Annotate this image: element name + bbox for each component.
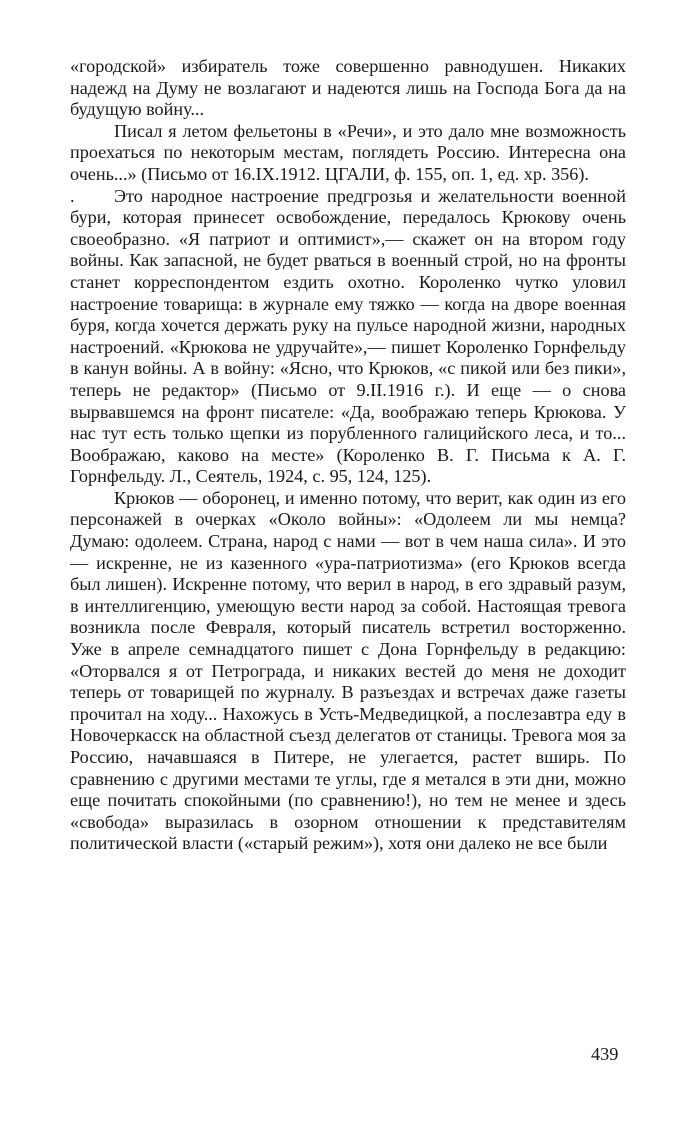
page-body xyxy=(70,56,626,855)
paragraph-1: «городской» избиратель тоже совершенно равнодушен. Никаких надежд на Думу не возлагают и надеются лишь на Господа Бога да на будущую войну... xyxy=(70,56,626,120)
paragraph-3-wrapper xyxy=(70,186,626,488)
paragraph-lead-marker: . xyxy=(70,185,75,206)
page-number: 439 xyxy=(591,1044,619,1064)
paragraph-2: Писал я летом фельетоны в «Речи», и это дало мне возможность проехаться по некоторым местам, поглядеть Россию. Интересна она очень...» (Письмо от 16.IX.1912. ЦГАЛИ, ф. 155, оп. 1, ед. хр. 356). xyxy=(70,120,626,184)
paragraph-4: Крюков — оборонец, и именно потому, что верит, как один из его персонажей в очерках «Около войны»: «Одолеем ли мы немца? Думаю: одолеем. Страна, народ с нами — вот в чем наша сила». И это — искренне, не из казенного «ура-патриотизма» (его Крюков всегда был лишен). Искренне потому, что верил в народ, в его здравый разум, в интеллигенцию, умеющую вести народ за собой. Настоящая тревога возникла после Февраля, который писатель встретил восторженно. Уже в апреле семнадцатого пишет с Дона Горнфельду в редакцию: «Оторвался я от Петрограда, и никаких вестей до меня не доходит теперь от товарищей по журналу. В разъездах и встречах даже газеты прочитал на ходу... Нахожусь в Усть-Медведицкой, а послезавтра еду в Новочеркасск на областной съезд делегатов от станицы. Тревога моя за Россию, начавшаяся в Питере, не улегается, растет вширь. По сравнению с другими местами те углы, где я метался в эти дни, можно еще почитать спокойными (по сравнению!), но тем не менее и здесь «свобода» выразилась в озорном отношении к представителям политической власти («старый режим»), хотя они далеко не все были xyxy=(70,487,626,854)
paragraph-3: Это народное настроение предгрозья и желательности военной бури, которая принесет освобождение, передалось Крюкову очень своеобразно. «Я патриот и оптимист»,— скажет он на втором году войны. Как запасной, не будет рваться в военный строй, но на фронты станет корреспондентом ездить охотно. Короленко чутко уловил настроение товарища: в журнале ему тяжко — когда на дворе военная буря, когда хочется держать руку на пульсе народной жизни, народных настроений. «Крюкова не удручайте»,— пишет Короленко Горнфельду в канун войны. А в войну: «Ясно, что Крюков, «с пикой или без пики», теперь не редактор» (Письмо от 9.II.1916 г.). И еще — о снова вырвавшемся на фронт писателе: «Да, воображаю теперь Крюкова. У нас тут есть только щепки из порубленного галицийского леса, и то... Воображаю, каково на месте» (Короленко В. Г. Письма к А. Г. Горнфельду. Л., Сеятель, 1924, с. 95, 124, 125). xyxy=(70,185,626,487)
